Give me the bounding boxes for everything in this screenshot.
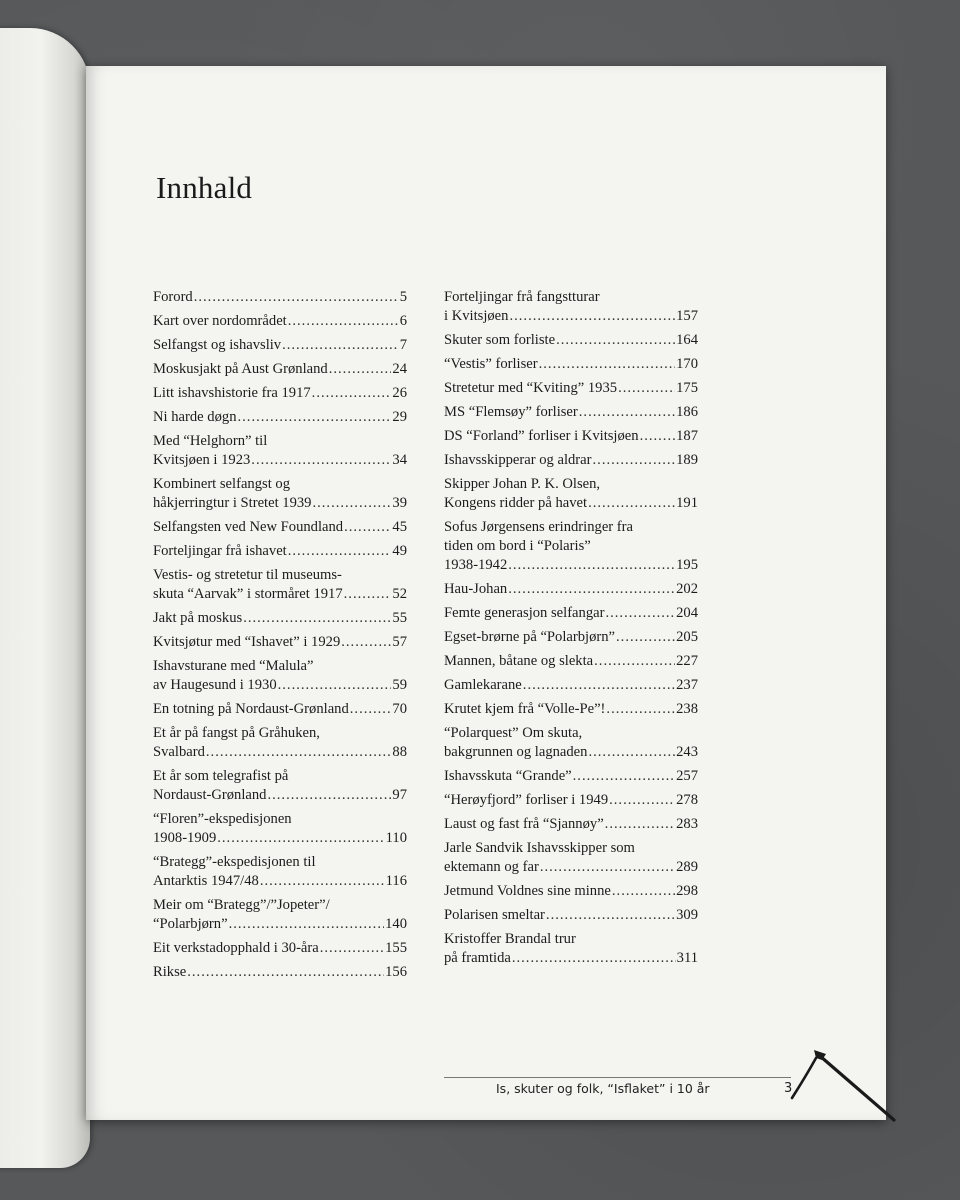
toc-page-number: 5: [399, 289, 407, 305]
toc-page-number: 189: [676, 452, 698, 468]
toc-entry-row: [153, 743, 407, 762]
dot-leader: [288, 542, 392, 561]
toc-entry-title-line: Kristoffer Brandal trur: [444, 931, 576, 947]
toc-page-number: 227: [676, 653, 698, 669]
toc-entry-title: på framtida: [444, 950, 511, 966]
dot-leader: [594, 652, 675, 671]
toc-entry-row: [444, 949, 698, 968]
toc-entry-title: bakgrunnen og lagnaden: [444, 744, 588, 760]
toc-page-number: 311: [676, 950, 698, 966]
toc-entry-row: [153, 939, 407, 958]
toc-page-number: 57: [392, 634, 407, 650]
toc-entry: [153, 609, 407, 628]
toc-entry-row: [444, 379, 698, 398]
toc-entry: [153, 853, 407, 891]
toc-page-number: 187: [676, 428, 698, 444]
toc-entry-title: Gamlekarane: [444, 677, 522, 693]
toc-page-number: 70: [392, 701, 407, 717]
toc-entry-row: [153, 585, 407, 604]
dot-leader: [609, 791, 675, 810]
toc-entry-row: [444, 815, 698, 834]
toc-entry-title: Stretetur med “Kviting” 1935: [444, 380, 618, 396]
toc-entry-title: Egset-brørne på “Polarbjørn”: [444, 629, 616, 645]
toc-entry-row: [444, 403, 698, 422]
dot-leader: [278, 676, 392, 695]
dot-leader: [605, 815, 675, 834]
toc-entry-row: [153, 633, 407, 652]
toc-entry-title-line: tiden om bord i “Polaris”: [444, 538, 591, 554]
toc-entry-row: [444, 743, 698, 762]
toc-entry-title-line: Et år på fangst på Gråhuken,: [153, 725, 320, 741]
toc-entry-row: [153, 288, 407, 307]
toc-entry-title: “Polarbjørn”: [153, 916, 228, 932]
book-page: [86, 66, 886, 1120]
toc-entry-title: Ni harde døgn: [153, 409, 237, 425]
toc-entry-title-line: Ishavsturane med “Malula”: [153, 658, 314, 674]
toc-page-number: 175: [676, 380, 698, 396]
toc-page-number: 24: [392, 361, 407, 377]
toc-entry-title: Eit verkstadopphald i 30-åra: [153, 940, 319, 956]
running-footer-title: Is, skuter og folk, “Isflaket” i 10 år: [496, 1081, 710, 1096]
toc-entry-title: i Kvitsjøen: [444, 308, 509, 324]
toc-entry: [444, 580, 698, 599]
toc-page-number: 97: [392, 787, 407, 803]
hakapik-icon: [786, 1044, 896, 1124]
toc-page-number: 195: [676, 557, 698, 573]
toc-entry: [444, 815, 698, 834]
toc-page-number: 26: [392, 385, 407, 401]
toc-entry-row: [153, 451, 407, 470]
toc-entry-title-line: Kombinert selfangst og: [153, 476, 290, 492]
toc-entry-row: [444, 628, 698, 647]
toc-column-right: [444, 288, 698, 973]
toc-entry: [444, 767, 698, 786]
toc-entry: [153, 336, 407, 355]
dot-leader: [329, 360, 392, 379]
toc-page-number: 29: [392, 409, 407, 425]
toc-page-number: 156: [385, 964, 407, 980]
toc-entry: [444, 518, 698, 575]
toc-page-number: 6: [399, 313, 407, 329]
dot-leader: [588, 494, 675, 513]
toc-page-number: 34: [392, 452, 407, 468]
dot-leader: [512, 949, 676, 968]
toc-entry-row: [444, 494, 698, 513]
toc-entry-title: skuta “Aarvak” i stormåret 1917: [153, 586, 343, 602]
toc-page-number: 238: [676, 701, 698, 717]
dot-leader: [588, 743, 675, 762]
toc-entry: [153, 408, 407, 427]
toc-entry-title: “Vestis” forliser: [444, 356, 538, 372]
dot-leader: [508, 556, 675, 575]
toc-page-number: 237: [676, 677, 698, 693]
toc-page-number: 186: [676, 404, 698, 420]
toc-entry-title: Antarktis 1947/48: [153, 873, 259, 889]
toc-page-number: 278: [676, 792, 698, 808]
dot-leader: [616, 628, 675, 647]
dot-leader: [540, 858, 675, 877]
dot-leader: [546, 906, 675, 925]
toc-entry-row: [153, 609, 407, 628]
toc-entry: [444, 427, 698, 446]
dot-leader: [556, 331, 675, 350]
toc-page-number: 205: [676, 629, 698, 645]
toc-page-number: 170: [676, 356, 698, 372]
toc-page-number: 309: [676, 907, 698, 923]
toc-entry-row: [153, 408, 407, 427]
dot-leader: [229, 915, 385, 934]
dot-leader: [320, 939, 384, 958]
dot-leader: [508, 580, 675, 599]
toc-entry: [444, 882, 698, 901]
toc-page-number: 7: [399, 337, 407, 353]
toc-entry-row: [153, 494, 407, 513]
page-title: Innhald: [156, 170, 253, 205]
dot-leader: [288, 312, 399, 331]
dot-leader: [579, 403, 675, 422]
toc-entry: [444, 451, 698, 470]
facing-page-edge: [0, 28, 90, 1168]
toc-page-number: 289: [676, 859, 698, 875]
toc-entry-title: Kvitsjøtur med “Ishavet” i 1929: [153, 634, 341, 650]
dot-leader: [344, 518, 391, 537]
toc-entry: [153, 724, 407, 762]
toc-entry-row: [153, 542, 407, 561]
toc-page-number: 243: [676, 744, 698, 760]
toc-entry-title-line: Forteljingar frå fangstturar: [444, 289, 600, 305]
toc-entry: [153, 518, 407, 537]
toc-entry-title: Nordaust-Grønland: [153, 787, 267, 803]
toc-entry: [153, 767, 407, 805]
toc-page-number: 55: [392, 610, 407, 626]
toc-page-number: 157: [676, 308, 698, 324]
toc-entry: [153, 360, 407, 379]
toc-entry: [444, 628, 698, 647]
dot-leader: [640, 427, 676, 446]
toc-entry: [444, 652, 698, 671]
page-number: 3: [784, 1081, 793, 1096]
toc-entry-title: Kart over nordområdet: [153, 313, 287, 329]
toc-entry-row: [444, 355, 698, 374]
toc-entry-title: 1908-1909: [153, 830, 217, 846]
dot-leader: [206, 743, 392, 762]
toc-entry: [153, 542, 407, 561]
toc-entry-row: [444, 858, 698, 877]
toc-entry: [153, 384, 407, 403]
toc-entry-title: Forord: [153, 289, 193, 305]
toc-entry-title-line: Jarle Sandvik Ishavsskipper som: [444, 840, 635, 856]
toc-page-number: 257: [676, 768, 698, 784]
toc-page-number: 155: [385, 940, 407, 956]
toc-entry-row: [153, 336, 407, 355]
toc-entry: [444, 403, 698, 422]
toc-entry: [444, 604, 698, 623]
toc-entry: [444, 676, 698, 695]
dot-leader: [243, 609, 391, 628]
toc-page-number: 164: [676, 332, 698, 348]
dot-leader: [593, 451, 676, 470]
dot-leader: [618, 379, 675, 398]
toc-entry-title: Svalbard: [153, 744, 205, 760]
toc-entry-row: [444, 331, 698, 350]
toc-entry-row: [153, 829, 407, 848]
toc-entry: [153, 700, 407, 719]
dot-leader: [539, 355, 675, 374]
dot-leader: [350, 700, 392, 719]
toc-entry-title: Jetmund Voldnes sine minne: [444, 883, 611, 899]
toc-entry-title: Polarisen smeltar: [444, 907, 545, 923]
toc-entry: [153, 312, 407, 331]
toc-entry: [444, 700, 698, 719]
toc-entry: [153, 288, 407, 307]
toc-entry-title: Krutet kjem frå “Volle-Pe”!: [444, 701, 606, 717]
toc-page-number: 204: [676, 605, 698, 621]
toc-entry-row: [444, 451, 698, 470]
toc-entry-title-line: Med “Helghorn” til: [153, 433, 268, 449]
toc-entry-title-line: “Brategg”-ekspedisjonen til: [153, 854, 316, 870]
dot-leader: [612, 882, 675, 901]
toc-entry: [153, 432, 407, 470]
dot-leader: [312, 384, 392, 403]
toc-page-number: 110: [385, 830, 407, 846]
toc-entry-title: Mannen, båtane og slekta: [444, 653, 594, 669]
toc-entry-title: En totning på Nordaust-Grønland: [153, 701, 349, 717]
toc-entry: [153, 633, 407, 652]
toc-entry-row: [444, 791, 698, 810]
toc-entry: [444, 930, 698, 968]
toc-entry-title: Jakt på moskus: [153, 610, 243, 626]
toc-entry-title-line: Sofus Jørgensens erindringer fra: [444, 519, 633, 535]
dot-leader: [341, 633, 391, 652]
toc-entry-title: Hau-Johan: [444, 581, 508, 597]
toc-entry: [153, 963, 407, 982]
toc-entry: [444, 791, 698, 810]
toc-entry-title-line: Vestis- og stretetur til museums-: [153, 567, 342, 583]
dot-leader: [344, 585, 392, 604]
toc-entry-title: Moskusjakt på Aust Grønland: [153, 361, 328, 377]
toc-entry-title: Skuter som forliste: [444, 332, 556, 348]
toc-entry-row: [444, 556, 698, 575]
toc-entry-row: [153, 872, 407, 891]
toc-entry: [444, 475, 698, 513]
toc-entry-row: [444, 700, 698, 719]
dot-leader: [523, 676, 675, 695]
toc-entry: [444, 355, 698, 374]
dot-leader: [312, 494, 391, 513]
toc-entry-row: [444, 427, 698, 446]
toc-page-number: 52: [392, 586, 407, 602]
dot-leader: [605, 604, 675, 623]
toc-entry-title: håkjerringtur i Stretet 1939: [153, 495, 312, 511]
toc-entry: [444, 331, 698, 350]
toc-entry: [444, 906, 698, 925]
dot-leader: [267, 786, 391, 805]
toc-entry-title-line: Et år som telegrafist på: [153, 768, 289, 784]
toc-entry-row: [153, 915, 407, 934]
toc-page-number: 283: [676, 816, 698, 832]
toc-entry-title: Selfangst og ishavsliv: [153, 337, 282, 353]
dot-leader: [509, 307, 675, 326]
toc-entry-row: [153, 676, 407, 695]
toc-entry: [444, 379, 698, 398]
dot-leader: [251, 451, 391, 470]
toc-entry-row: [444, 604, 698, 623]
toc-entry-title-line: Meir om “Brategg”/”Jopeter”/: [153, 897, 330, 913]
toc-entry: [153, 475, 407, 513]
dot-leader: [187, 963, 384, 982]
dot-leader: [194, 288, 399, 307]
toc-entry-title: av Haugesund i 1930: [153, 677, 277, 693]
toc-entry-title: Selfangsten ved New Foundland: [153, 519, 344, 535]
toc-entry-row: [444, 307, 698, 326]
toc-page-number: 202: [676, 581, 698, 597]
toc-entry-title: DS “Forland” forliser i Kvitsjøen: [444, 428, 639, 444]
toc-entry: [153, 566, 407, 604]
toc-entry: [153, 810, 407, 848]
toc-entry-row: [444, 767, 698, 786]
toc-entry-title: Litt ishavshistorie fra 1917: [153, 385, 311, 401]
toc-entry-row: [444, 882, 698, 901]
toc-entry-title: Femte generasjon selfangar: [444, 605, 605, 621]
toc-entry-row: [444, 906, 698, 925]
toc-page-number: 140: [385, 916, 407, 932]
toc-entry-title-line: “Floren”-ekspedisjonen: [153, 811, 292, 827]
toc-entry-row: [153, 700, 407, 719]
toc-entry-title: Forteljingar frå ishavet: [153, 543, 287, 559]
toc-entry: [153, 939, 407, 958]
toc-entry-title: Kongens ridder på havet: [444, 495, 588, 511]
toc-page-number: 45: [392, 519, 407, 535]
toc-page-number: 298: [676, 883, 698, 899]
toc-entry-row: [153, 786, 407, 805]
dot-leader: [260, 872, 385, 891]
dot-leader: [217, 829, 384, 848]
dot-leader: [238, 408, 392, 427]
toc-entry: [153, 896, 407, 934]
toc-column-left: [153, 288, 407, 987]
footer-rule: [444, 1077, 791, 1078]
toc-entry-row: [444, 580, 698, 599]
dot-leader: [573, 767, 675, 786]
toc-page-number: 116: [385, 873, 407, 889]
toc-entry-row: [153, 518, 407, 537]
toc-entry-row: [444, 652, 698, 671]
toc-entry-title: 1938-1942: [444, 557, 508, 573]
toc-entry-row: [153, 384, 407, 403]
toc-page-number: 88: [392, 744, 407, 760]
toc-entry-title-line: “Polarquest” Om skuta,: [444, 725, 583, 741]
toc-page-number: 191: [676, 495, 698, 511]
toc-entry-title: Rikse: [153, 964, 187, 980]
toc-page-number: 39: [392, 495, 407, 511]
toc-entry-row: [153, 312, 407, 331]
toc-entry-title: MS “Flemsøy” forliser: [444, 404, 578, 420]
toc-entry-title: ektemann og far: [444, 859, 539, 875]
toc-page-number: 49: [392, 543, 407, 559]
dot-leader: [282, 336, 399, 355]
toc-entry-row: [444, 676, 698, 695]
toc-entry: [153, 657, 407, 695]
dot-leader: [606, 700, 675, 719]
toc-entry: [444, 839, 698, 877]
toc-entry-title: Ishavsskuta “Grande”: [444, 768, 572, 784]
toc-page-number: 59: [392, 677, 407, 693]
toc-entry-title: Laust og fast frå “Sjannøy”: [444, 816, 604, 832]
toc-entry-title-line: Skipper Johan P. K. Olsen,: [444, 476, 601, 492]
toc-entry-row: [153, 963, 407, 982]
toc-entry-title: Kvitsjøen i 1923: [153, 452, 251, 468]
toc-entry-title: Ishavsskipperar og aldrar: [444, 452, 592, 468]
toc-entry: [444, 724, 698, 762]
toc-entry: [444, 288, 698, 326]
toc-entry-row: [153, 360, 407, 379]
toc-entry-title: “Herøyfjord” forliser i 1949: [444, 792, 609, 808]
